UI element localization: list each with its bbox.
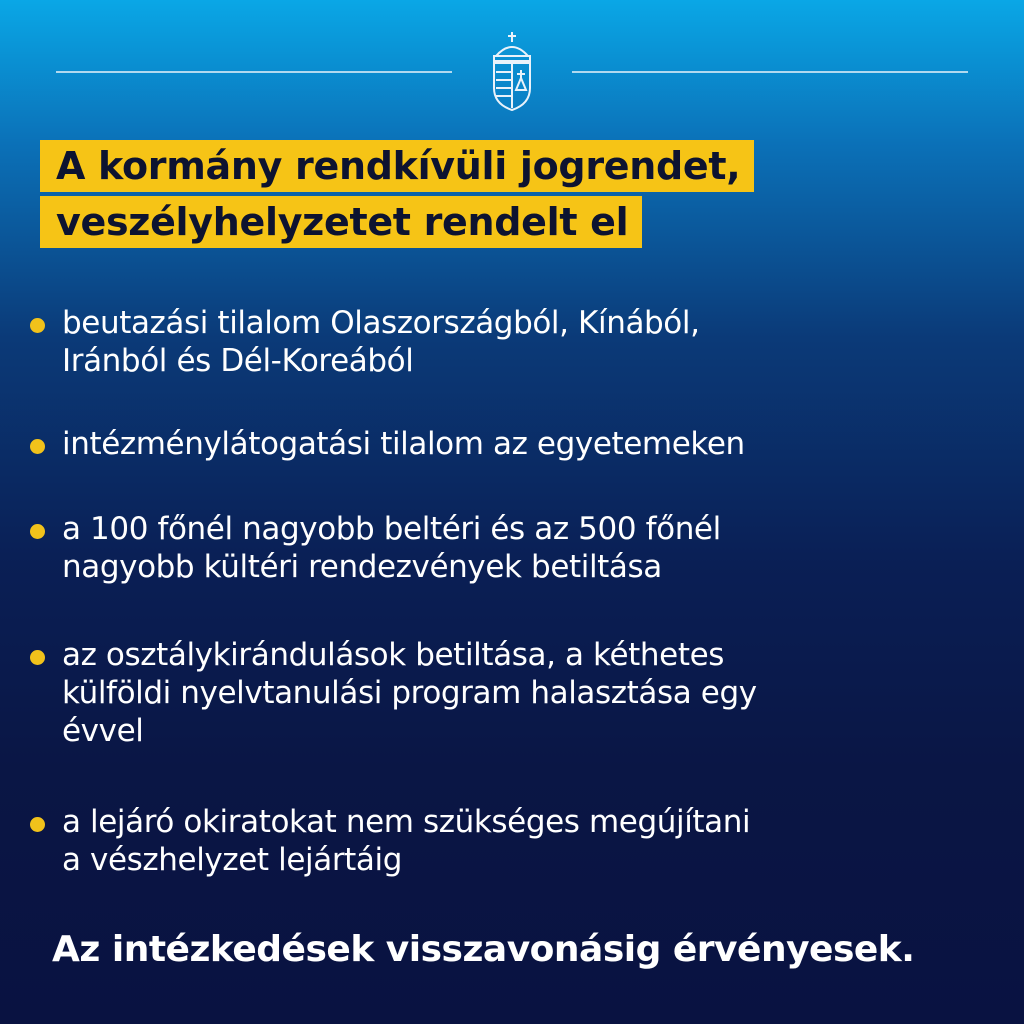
bullet-dot-icon: [30, 318, 45, 333]
measure-university-visit-ban: [62, 425, 982, 463]
measure-text-line: a 100 főnél nagyobb beltéri és az 500 főnél: [62, 511, 721, 547]
bullet-dot-icon: [30, 650, 45, 665]
bullet-dot-icon: [30, 439, 45, 454]
measure-text-line: külföldi nyelvtanulási program halasztása egy: [62, 675, 757, 711]
measure-event-ban: [62, 510, 982, 586]
headline-line-2: veszélyhelyzetet rendelt el: [40, 196, 642, 248]
measure-text-line: Iránból és Dél-Koreából: [62, 343, 414, 379]
measure-text-line: beutazási tilalom Olaszországból, Kínából,: [62, 305, 700, 341]
measure-text-line: az osztálykirándulások betiltása, a kéthetes: [62, 637, 724, 673]
measure-document-validity: [62, 803, 982, 879]
bullet-dot-icon: [30, 524, 45, 539]
footer-note: Az intézkedések visszavonásig érvényesek.: [52, 929, 915, 970]
measure-text-line: a vészhelyzet lejártáig: [62, 842, 403, 878]
bullet-dot-icon: [30, 817, 45, 832]
measure-text-line: évvel: [62, 713, 144, 749]
measure-text-line: nagyobb kültéri rendezvények betiltása: [62, 549, 662, 585]
measure-entry-travel-ban: [62, 304, 982, 380]
headline-line-1: A kormány rendkívüli jogrendet,: [40, 140, 754, 192]
measure-text-line: intézménylátogatási tilalom az egyetemeken: [62, 426, 745, 462]
measure-school-trip-ban: [62, 636, 982, 750]
measure-text-line: a lejáró okiratokat nem szükséges megújítani: [62, 804, 751, 840]
